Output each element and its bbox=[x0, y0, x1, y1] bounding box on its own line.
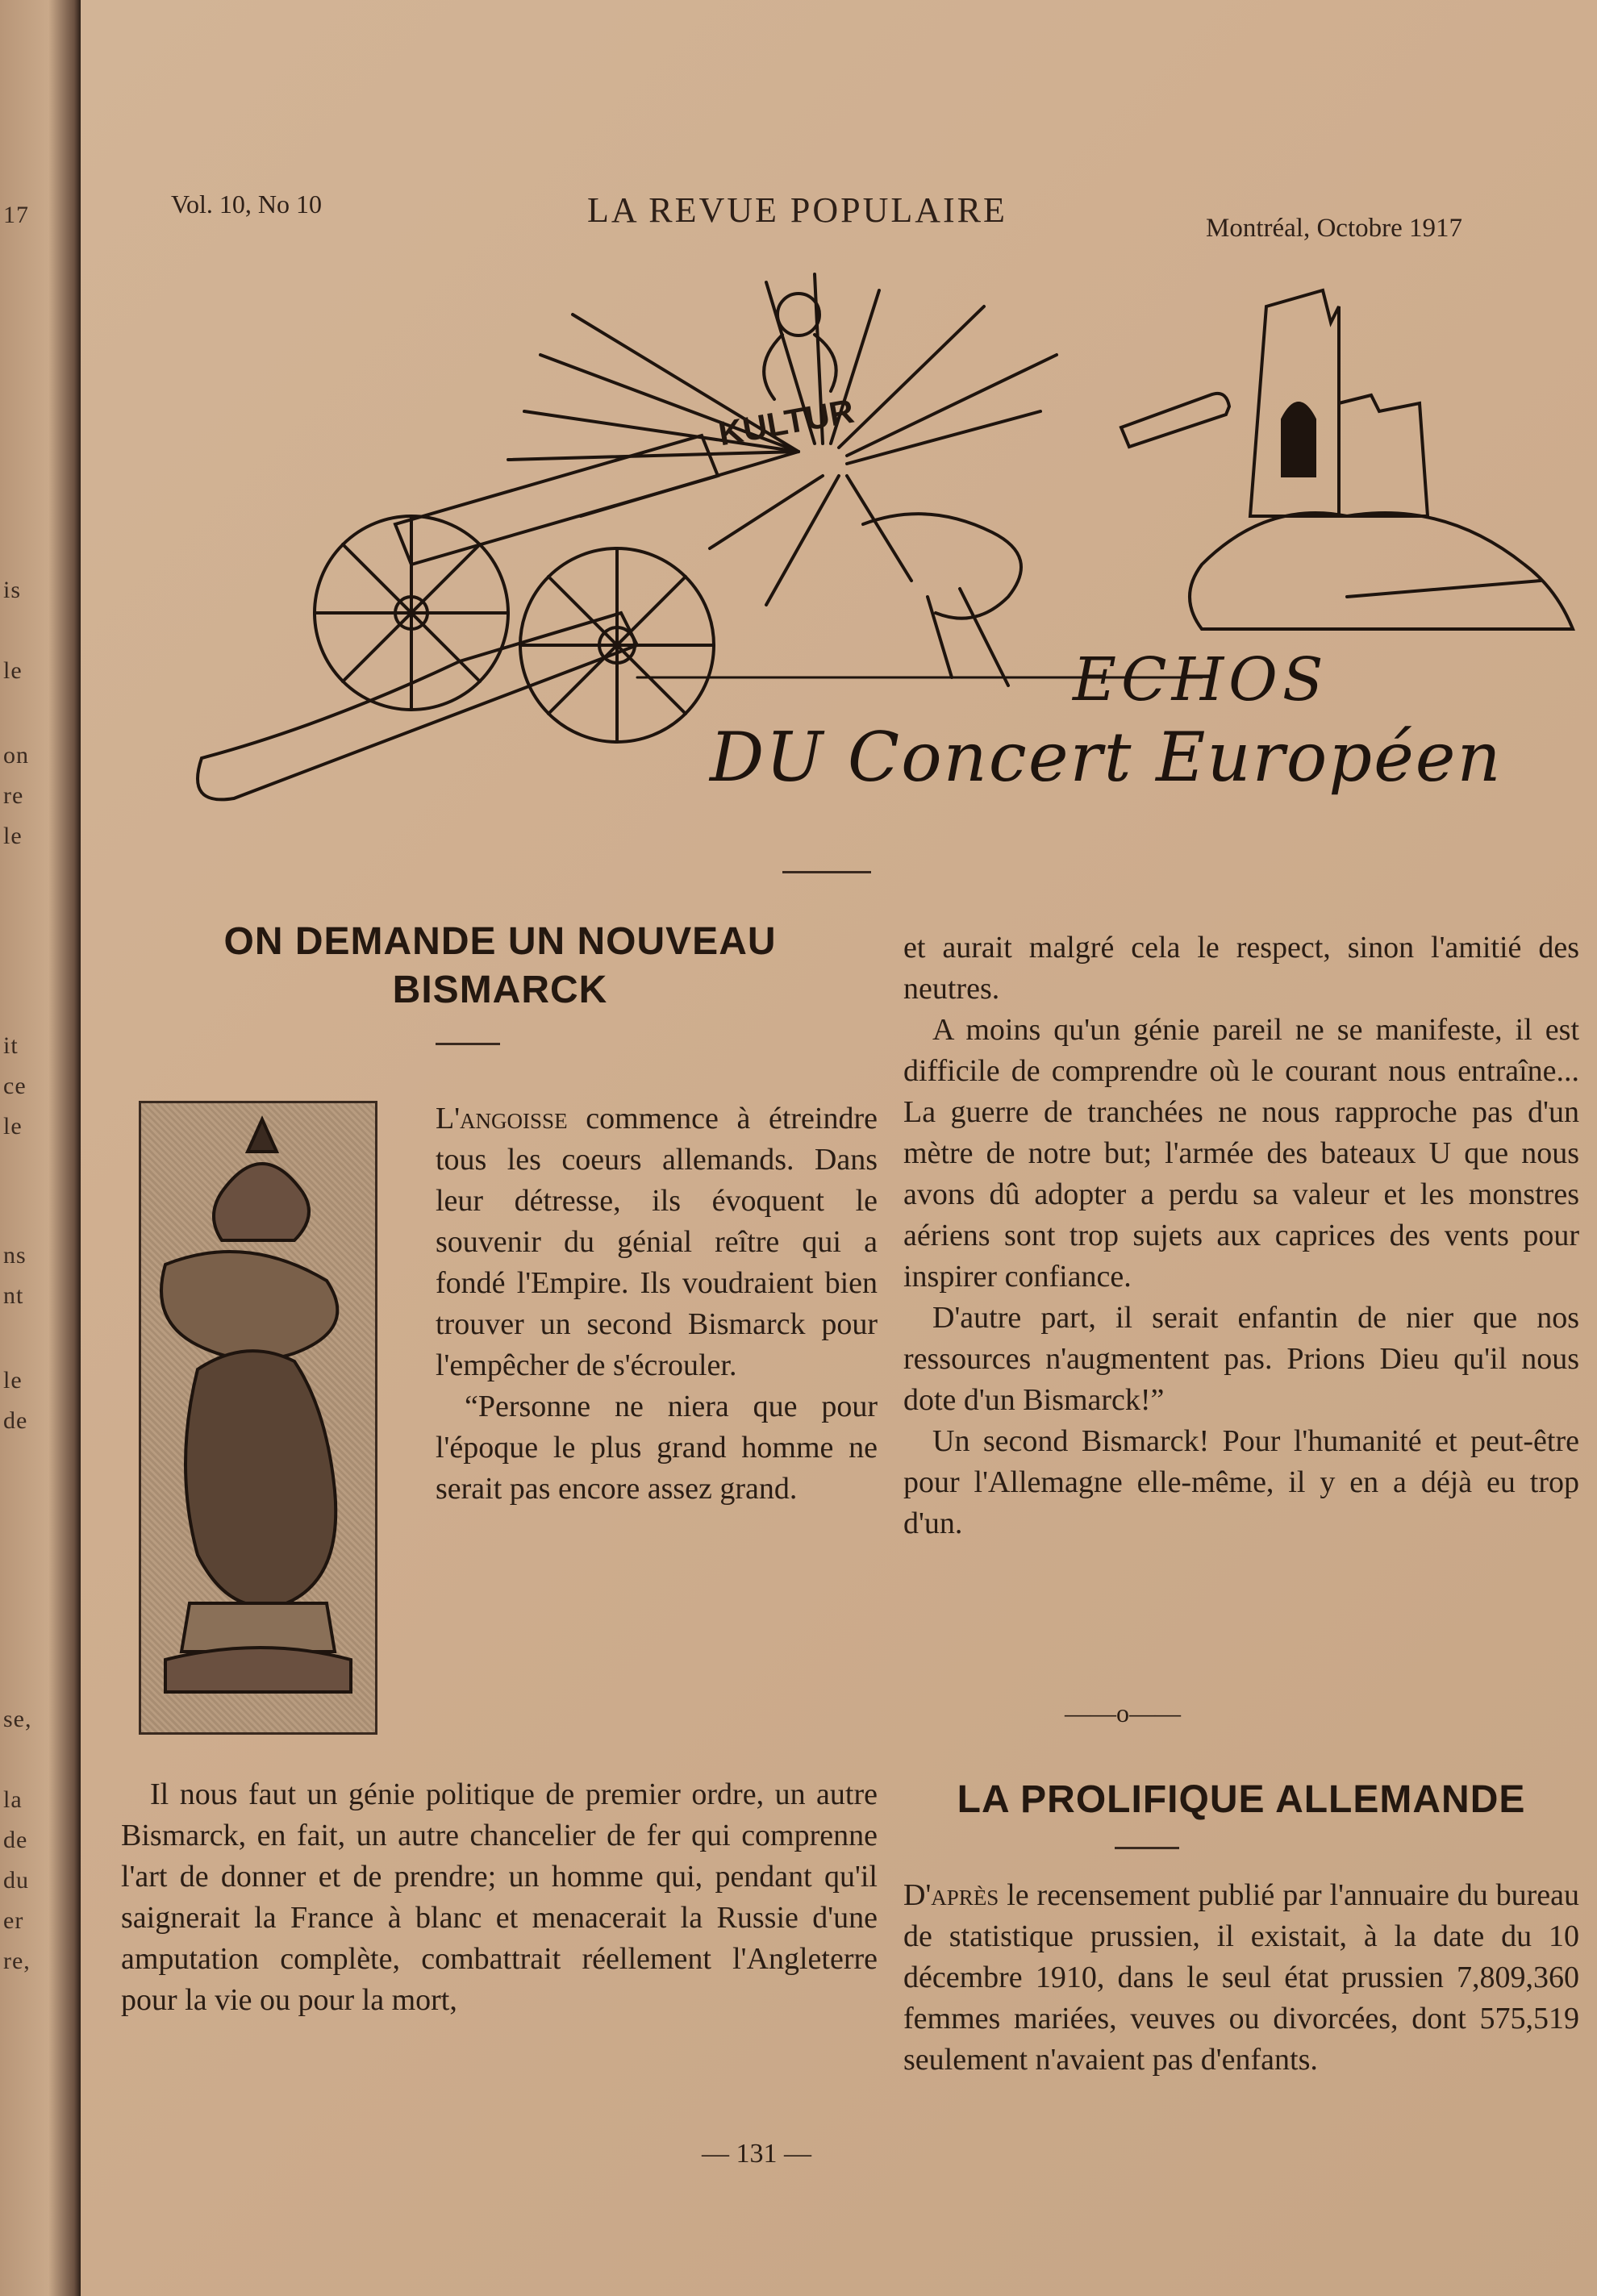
gutter-fragment: se, bbox=[3, 1706, 32, 1732]
article-column bbox=[903, 927, 1579, 1544]
headline-line: ON DEMANDE UN NOUVEAU bbox=[223, 920, 777, 963]
gutter-fragment: du bbox=[3, 1867, 29, 1894]
gutter-fragment: er bbox=[3, 1907, 24, 1934]
paragraph-text: commence à étreindre tous les coeurs allemands. Dans leur détresse, ils évoquent le souvenir du génial reître qui a fondé l'Empire. Ils voudraient bien trouver un second Bismarck pour l'empêcher de s'écrouler. bbox=[436, 1102, 878, 1382]
shell bbox=[1121, 394, 1229, 447]
gutter-fragment: ns bbox=[3, 1242, 27, 1269]
gutter-fragment: le bbox=[3, 1367, 23, 1394]
paragraph: et aurait malgré cela le respect, sinon l'amitié des neutres. bbox=[903, 931, 1579, 1006]
issue-volume: Vol. 10, No 10 bbox=[171, 190, 322, 219]
magazine-page bbox=[81, 0, 1597, 2296]
paragraph: A moins qu'un génie pareil ne se manifeste, il est difficile de comprendre où le courant nous entraîne... La guerre de tranchées ne nous rapproche pas d'un mètre de notre but; l'armée des bateaux U que nous avons dû adopter a perdu sa valeur et les monstres aériens sont trop sujets aux caprices des vents pour inspirer confiance. bbox=[903, 1013, 1579, 1294]
article-column bbox=[436, 1098, 878, 1510]
gutter-fragment: ce bbox=[3, 1073, 27, 1099]
gutter-fragment: le bbox=[3, 657, 23, 684]
ruined-castle bbox=[1190, 290, 1573, 629]
gutter-fragment: re bbox=[3, 782, 24, 809]
bismarck-portrait bbox=[139, 1101, 377, 1735]
gutter-fragment: nt bbox=[3, 1282, 24, 1309]
article-headline bbox=[137, 918, 863, 1015]
paragraph-text: le recensement publié par l'annuaire du bureau de statistique prussien, il existait, à la date du 10 décembre 1910, dans le seul état prussien 7,809,360 femmes mariées, veuves ou divorcées, dont 575,519 seulement n'avaient pas d'enfants. bbox=[903, 1878, 1579, 2077]
gutter-fragment: 17 bbox=[3, 202, 29, 228]
paragraph: “Personne ne niera que pour l'époque le plus grand homme ne serait pas encore assez grand. bbox=[436, 1390, 878, 1506]
portrait-drawing bbox=[141, 1103, 375, 1732]
gutter-fragment: on bbox=[3, 742, 29, 769]
headline-rule bbox=[1115, 1847, 1179, 1849]
echos-title: ECHOS bbox=[1073, 645, 1328, 715]
gutter-fragment: la bbox=[3, 1786, 23, 1813]
echos-subtitle: DU Concert Européen bbox=[710, 718, 1503, 797]
issue-date: Montréal, Octobre 1917 bbox=[1206, 214, 1462, 243]
paragraph: Un second Bismarck! Pour l'humanité et peut-être pour l'Allemagne elle-même, il y en a déjà eu trop d'un. bbox=[903, 1424, 1579, 1540]
article-headline: LA PROLIFIQUE ALLEMANDE bbox=[957, 1778, 1526, 1821]
gutter-fragment: is bbox=[3, 577, 22, 603]
gutter-fragment: it bbox=[3, 1032, 19, 1059]
drop-cap-word: L'angoisse bbox=[436, 1102, 568, 1135]
adjacent-page-gutter bbox=[0, 0, 81, 2296]
gutter-fragment: de bbox=[3, 1407, 28, 1434]
article-column bbox=[903, 1875, 1579, 2081]
gutter-fragment: le bbox=[3, 1113, 23, 1140]
gutter-fragment: le bbox=[3, 823, 23, 849]
paragraph: D'autre part, il serait enfantin de nier que nos ressources n'augmentent pas. Prions Dieu qu'il nous dote d'un Bismarck!” bbox=[903, 1301, 1579, 1417]
gutter-fragment: re, bbox=[3, 1948, 31, 1974]
page-number: — 131 — bbox=[702, 2139, 811, 2169]
headline-line: BISMARCK bbox=[392, 969, 608, 1011]
article-column bbox=[121, 1774, 878, 2021]
magazine-title: LA REVUE POPULAIRE bbox=[587, 190, 1007, 230]
drop-cap-word: D'après bbox=[903, 1878, 999, 1912]
section-divider bbox=[782, 871, 871, 873]
headline-rule bbox=[436, 1043, 500, 1045]
gutter-fragment: de bbox=[3, 1827, 28, 1853]
kultur-label: KULTUR bbox=[715, 391, 857, 453]
section-separator: ——o—— bbox=[1065, 1698, 1181, 1727]
paragraph: Il nous faut un génie politique de premier ordre, un autre Bismarck, en fait, un autre chancelier de fer qui comprenne l'art de donner et de prendre; un homme qui, pendant qu'il saignerait la France à blanc et menacerait la Russie d'une amputation complète, combattrait réellement l'Angleterre pour la vie ou pour la mort, bbox=[121, 1777, 878, 2017]
